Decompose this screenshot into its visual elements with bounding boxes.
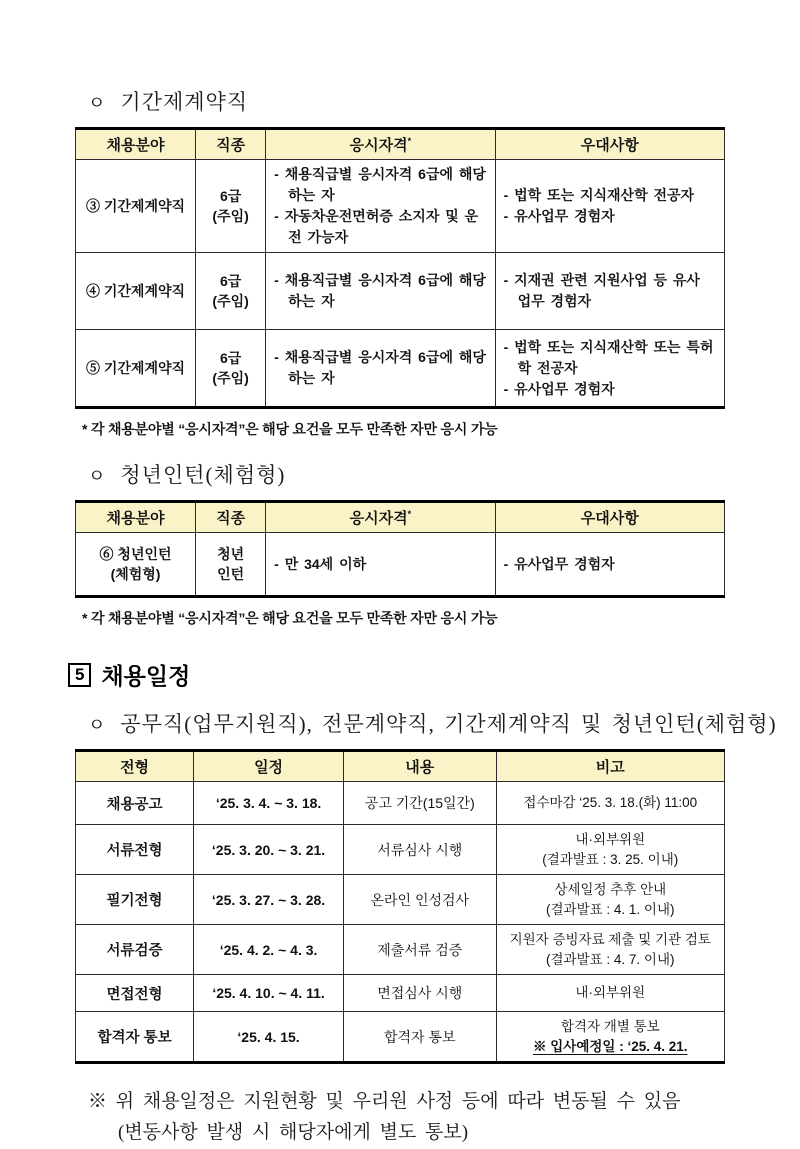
cell-stage: 합격자 통보	[76, 1012, 194, 1063]
cell-qualification: - 채용직급별 응시자격 6급에 해당하는 자 - 자동차운전면허증 소지자 및 운전 가능자	[266, 160, 495, 253]
column-header-qualification: 응시자격*	[266, 502, 495, 533]
column-header-remark: 비고	[496, 751, 724, 782]
schedule-change-note	[88, 1086, 800, 1149]
cell-period: ‘25. 4. 15.	[194, 1012, 344, 1063]
cell-remark: 접수마감 ‘25. 3. 18.(화) 11:00	[496, 782, 724, 825]
cell-qualification: - 만 34세 이하	[266, 533, 495, 597]
section-title-intern	[88, 459, 800, 489]
cell-stage: 서류전형	[76, 825, 194, 875]
cell-stage: 채용공고	[76, 782, 194, 825]
cell-qualification: - 채용직급별 응시자격 6급에 해당하는 자	[266, 253, 495, 330]
column-header-field: 채용분야	[76, 129, 196, 160]
column-header-qualification: 응시자격*	[266, 129, 495, 160]
table-header-row	[76, 129, 725, 160]
schedule-subtitle-text: 공무직(업무지원직), 전문계약직, 기간제계약직 및 청년인턴(체험형)	[120, 712, 777, 736]
section-heading-text: 채용일정	[101, 663, 191, 689]
fixed-term-table	[75, 127, 725, 409]
cell-content: 서류심사 시행	[344, 825, 497, 875]
cell-period: ‘25. 3. 20. ~ 3. 21.	[194, 825, 344, 875]
section-bullet: ㅇ	[88, 93, 107, 113]
table-row	[76, 160, 725, 253]
section-title-text: 기간제계약직	[120, 90, 249, 114]
cell-period: ‘25. 4. 2. ~ 4. 3.	[194, 925, 344, 975]
intern-table	[75, 500, 725, 598]
note-line1: ※ 위 채용일정은 지원현황 및 우리원 사정 등에 따라 변동될 수 있음	[88, 1091, 681, 1112]
column-header-preference: 우대사항	[495, 129, 724, 160]
cell-stage: 서류검증	[76, 925, 194, 975]
column-header-content: 내용	[344, 751, 497, 782]
column-header-period: 일정	[194, 751, 344, 782]
qualification-footnote: * 각 채용분야별 “응시자격”은 해당 요건을 모두 만족한 자만 응시 가능	[82, 610, 498, 626]
cell-preference: - 법학 또는 지식재산학 또는 특허학 전공자 - 유사업무 경험자	[495, 330, 724, 408]
schedule-subtitle	[88, 708, 800, 738]
cell-field: ⑥ 청년인턴 (체험형)	[76, 533, 196, 597]
section-title-fixed-term	[88, 0, 800, 116]
cell-content: 제출서류 검증	[344, 925, 497, 975]
qualification-footnote-marker: *	[407, 509, 412, 519]
cell-jobtype: 6급 (주임)	[196, 330, 266, 408]
cell-content: 면접심사 시행	[344, 975, 497, 1012]
cell-preference: - 유사업무 경험자	[495, 533, 724, 597]
cell-qualification: - 채용직급별 응시자격 6급에 해당하는 자	[266, 330, 495, 408]
joining-date-highlight: ※ 입사예정일 : ‘25. 4. 21.	[533, 1038, 688, 1054]
table-row	[76, 825, 725, 875]
table-row	[76, 253, 725, 330]
table-row	[76, 1012, 725, 1063]
section-heading-schedule	[68, 658, 800, 691]
cell-content: 온라인 인성검사	[344, 875, 497, 925]
column-header-jobtype: 직종	[196, 502, 266, 533]
qualification-footnote: * 각 채용분야별 “응시자격”은 해당 요건을 모두 만족한 자만 응시 가능	[82, 421, 498, 437]
cell-remark: 지원자 증빙자료 제출 및 기관 검토 (결과발표 : 4. 7. 이내)	[496, 925, 724, 975]
table-row	[76, 875, 725, 925]
cell-field: ⑤ 기간제계약직	[76, 330, 196, 408]
cell-field: ③ 기간제계약직	[76, 160, 196, 253]
schedule-table	[75, 749, 725, 1064]
table-row	[76, 925, 725, 975]
cell-remark: 상세일정 추후 안내 (결과발표 : 4. 1. 이내)	[496, 875, 724, 925]
note-line2: (변동사항 발생 시 해당자에게 별도 통보)	[118, 1122, 469, 1144]
section-title-text: 청년인턴(체험형)	[120, 463, 286, 487]
column-header-field: 채용분야	[76, 502, 196, 533]
table-header-row	[76, 751, 725, 782]
cell-stage: 필기전형	[76, 875, 194, 925]
table-row	[76, 533, 725, 597]
cell-period: ‘25. 3. 4. ~ 3. 18.	[194, 782, 344, 825]
table-row	[76, 782, 725, 825]
cell-remark: 내·외부위원	[496, 975, 724, 1012]
cell-preference: - 지재권 관련 지원사업 등 유사 업무 경험자	[495, 253, 724, 330]
cell-remark: 내·외부위원 (결과발표 : 3. 25. 이내)	[496, 825, 724, 875]
table-row	[76, 975, 725, 1012]
cell-jobtype: 청년 인턴	[196, 533, 266, 597]
column-header-stage: 전형	[76, 751, 194, 782]
cell-period: ‘25. 4. 10. ~ 4. 11.	[194, 975, 344, 1012]
cell-remark: 합격자 개별 통보 ※ 입사예정일 : ‘25. 4. 21.	[496, 1012, 724, 1063]
section-bullet: ㅇ	[88, 466, 107, 486]
column-header-preference: 우대사항	[495, 502, 724, 533]
column-header-jobtype: 직종	[196, 129, 266, 160]
cell-content: 공고 기간(15일간)	[344, 782, 497, 825]
section-number-box: 5	[68, 663, 91, 687]
cell-field: ④ 기간제계약직	[76, 253, 196, 330]
table-row	[76, 330, 725, 408]
qualification-footnote-marker: *	[407, 136, 412, 146]
cell-preference: - 법학 또는 지식재산학 전공자 - 유사업무 경험자	[495, 160, 724, 253]
table-header-row	[76, 502, 725, 533]
cell-content: 합격자 통보	[344, 1012, 497, 1063]
cell-stage: 면접전형	[76, 975, 194, 1012]
cell-period: ‘25. 3. 27. ~ 3. 28.	[194, 875, 344, 925]
cell-jobtype: 6급 (주임)	[196, 253, 266, 330]
section-bullet: ㅇ	[88, 715, 107, 735]
cell-jobtype: 6급 (주임)	[196, 160, 266, 253]
